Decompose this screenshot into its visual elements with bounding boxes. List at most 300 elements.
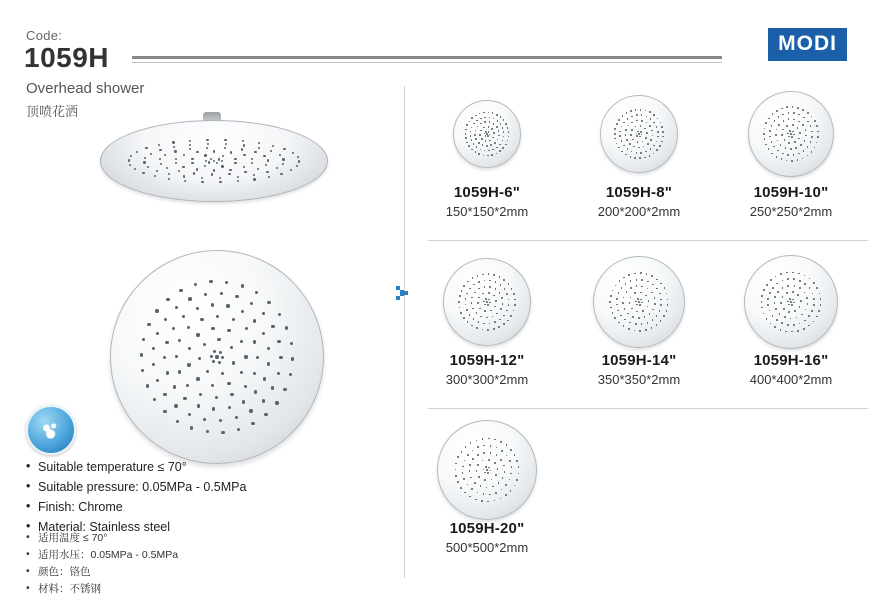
nozzle: [475, 151, 477, 153]
nozzle: [215, 355, 218, 358]
spec-list-en: [26, 458, 376, 538]
nozzle: [207, 143, 209, 145]
variant-size: 250*250*2mm: [749, 204, 833, 219]
nozzle: [267, 301, 270, 304]
nozzle: [469, 314, 471, 316]
nozzle: [652, 135, 654, 137]
nozzle: [204, 165, 206, 167]
nozzle: [230, 346, 233, 349]
nozzle: [485, 298, 487, 300]
nozzle: [208, 161, 210, 163]
nozzle: [640, 292, 642, 294]
nozzle: [243, 144, 245, 146]
nozzle: [243, 154, 245, 156]
nozzle: [285, 326, 288, 329]
nozzle: [221, 431, 224, 434]
nozzle: [503, 131, 505, 133]
nozzle: [283, 148, 285, 150]
nozzle: [638, 147, 640, 149]
nozzle: [771, 125, 773, 127]
nozzle: [787, 324, 789, 326]
nozzle: [464, 492, 466, 494]
header-divider-thick: [132, 56, 722, 59]
nozzle: [629, 322, 631, 324]
nozzle: [788, 136, 790, 138]
nozzle: [488, 126, 490, 128]
nozzle: [240, 371, 243, 374]
nozzle: [129, 164, 131, 166]
nozzle: [617, 310, 619, 312]
nozzle: [494, 500, 496, 502]
nozzle: [487, 329, 489, 331]
nozzle: [505, 484, 507, 486]
nozzle: [656, 324, 658, 326]
nozzle: [649, 111, 651, 113]
nozzle: [618, 292, 620, 294]
nozzle: [492, 316, 494, 318]
nozzle: [494, 439, 496, 441]
column-divider: [404, 86, 405, 578]
nozzle: [227, 382, 230, 385]
nozzle: [796, 317, 798, 319]
nozzle: [656, 288, 658, 290]
nozzle: [495, 474, 497, 476]
nozzle: [481, 500, 483, 502]
nozzle: [807, 155, 809, 157]
nozzle: [790, 318, 792, 320]
nozzle: [813, 321, 815, 323]
nozzle: [506, 293, 508, 295]
nozzle: [510, 449, 512, 451]
nozzle: [811, 310, 813, 312]
nozzle: [780, 302, 782, 304]
nozzle: [479, 113, 481, 115]
nozzle: [500, 123, 502, 125]
nozzle: [648, 300, 650, 302]
nozzle: [489, 140, 491, 142]
nozzle: [150, 153, 152, 155]
nozzle: [187, 326, 190, 329]
nozzle: [218, 158, 220, 160]
nozzle: [618, 147, 620, 149]
nozzle: [659, 293, 661, 295]
nozzle: [478, 142, 480, 144]
nozzle: [182, 166, 184, 168]
nozzle: [487, 472, 489, 474]
nozzle: [797, 159, 799, 161]
nozzle: [251, 422, 254, 425]
nozzle: [271, 386, 274, 389]
nozzle: [484, 117, 486, 119]
nozzle: [234, 162, 236, 164]
variant-size: 400*400*2mm: [749, 372, 833, 387]
nozzle: [627, 313, 629, 315]
nozzle: [204, 293, 207, 296]
nozzle: [782, 287, 784, 289]
nozzle: [495, 281, 497, 283]
nozzle: [263, 377, 266, 380]
nozzle: [493, 328, 495, 330]
nozzle: [225, 281, 228, 284]
nozzle: [776, 129, 778, 131]
nozzle: [488, 467, 490, 469]
nozzle: [143, 161, 145, 163]
nozzle: [235, 416, 238, 419]
nozzle: [188, 297, 191, 300]
nozzle: [498, 482, 500, 484]
nozzle: [253, 174, 255, 176]
product-name-en: Overhead shower: [26, 80, 145, 97]
nozzle: [455, 469, 457, 471]
nozzle: [503, 136, 505, 138]
nozzle: [775, 308, 777, 310]
nozzle: [639, 157, 641, 159]
nozzle: [459, 295, 461, 297]
nozzle: [296, 165, 298, 167]
nozzle: [168, 173, 170, 175]
nozzle: [499, 276, 501, 278]
nozzle: [663, 315, 665, 317]
nozzle: [484, 310, 486, 312]
nozzle: [209, 280, 212, 283]
nozzle: [488, 438, 490, 440]
nozzle: [507, 320, 509, 322]
nozzle: [798, 114, 800, 116]
nozzle: [490, 310, 492, 312]
nozzle: [196, 168, 198, 170]
nozzle: [623, 122, 625, 124]
nozzle: [504, 471, 506, 473]
nozzle: [514, 299, 516, 301]
nozzle: [518, 466, 520, 468]
variant-image: [412, 258, 562, 346]
nozzle: [484, 286, 486, 288]
nozzle: [472, 308, 474, 310]
nozzle: [516, 479, 518, 481]
nozzle: [265, 164, 267, 166]
nozzle: [656, 149, 658, 151]
nozzle: [776, 319, 778, 321]
nozzle: [221, 356, 224, 359]
nozzle: [505, 494, 507, 496]
nozzle: [778, 124, 780, 126]
nozzle: [476, 120, 478, 122]
nozzle: [657, 118, 659, 120]
nozzle: [641, 279, 643, 281]
nozzle: [659, 145, 661, 147]
nozzle: [178, 370, 181, 373]
nozzle: [471, 149, 473, 151]
shower-disc: [453, 100, 521, 168]
nozzle: [196, 151, 198, 153]
nozzle: [790, 301, 792, 303]
nozzle: [457, 456, 459, 458]
nozzle: [172, 327, 175, 330]
nozzle: [466, 293, 468, 295]
nozzle: [513, 293, 515, 295]
nozzle: [768, 118, 770, 120]
nozzle: [799, 323, 801, 325]
nozzle: [503, 315, 505, 317]
nozzle: [651, 130, 653, 132]
nozzle: [213, 350, 216, 353]
nozzle: [640, 152, 642, 154]
nozzle: [213, 160, 215, 162]
nozzle: [245, 327, 248, 330]
nozzle: [480, 149, 482, 151]
nozzle: [610, 307, 612, 309]
nozzle: [254, 390, 257, 393]
header-divider-thin: [132, 62, 722, 63]
nozzle: [629, 302, 631, 304]
nozzle: [782, 153, 784, 155]
nozzle: [244, 355, 247, 358]
nozzle: [811, 131, 813, 133]
nozzle: [254, 151, 256, 153]
nozzle: [500, 459, 502, 461]
nozzle: [468, 145, 470, 147]
nozzle: [810, 125, 812, 127]
nozzle: [636, 304, 638, 306]
nozzle: [619, 135, 621, 137]
nozzle: [465, 129, 467, 131]
nozzle: [807, 112, 809, 114]
nozzle: [478, 153, 480, 155]
nozzle: [232, 361, 235, 364]
nozzle: [645, 137, 647, 139]
nozzle: [156, 332, 159, 335]
nozzle: [463, 285, 465, 287]
nozzle: [637, 298, 639, 300]
nozzle: [797, 107, 799, 109]
nozzle: [156, 170, 158, 172]
nozzle: [156, 379, 159, 382]
nozzle: [653, 153, 655, 155]
nozzle: [767, 298, 769, 300]
nozzle: [764, 138, 766, 140]
nozzle: [201, 177, 203, 179]
nozzle: [771, 153, 773, 155]
nozzle: [241, 310, 244, 313]
nozzle: [798, 273, 800, 275]
nozzle: [782, 280, 784, 282]
spec-item: • Suitable pressure: 0.05MPa - 0.5MPa: [26, 478, 376, 496]
nozzle: [646, 273, 648, 275]
nozzle: [625, 154, 627, 156]
nozzle: [187, 363, 190, 366]
nozzle: [506, 310, 508, 312]
nozzle: [652, 284, 654, 286]
shower-disc: [443, 258, 531, 346]
nozzle: [616, 304, 618, 306]
nozzle: [805, 309, 807, 311]
nozzle: [159, 149, 161, 151]
nozzle: [186, 384, 189, 387]
nozzle: [237, 180, 239, 182]
modi-logo: MODI: [768, 28, 847, 61]
nozzle: [484, 150, 486, 152]
nozzle: [470, 477, 472, 479]
nozzle: [484, 479, 486, 481]
nozzle: [142, 338, 145, 341]
nozzle: [477, 275, 479, 277]
nozzle: [775, 134, 777, 136]
nozzle: [780, 144, 782, 146]
nozzle: [227, 329, 230, 332]
nozzle: [499, 144, 501, 146]
nozzle: [174, 150, 176, 152]
nozzle: [609, 301, 611, 303]
nozzle: [810, 141, 812, 143]
nozzle: [499, 319, 501, 321]
nozzle: [794, 285, 796, 287]
nozzle: [641, 134, 643, 136]
nozzle: [211, 173, 213, 175]
nozzle: [211, 303, 214, 306]
nozzle: [477, 492, 479, 494]
nozzle: [472, 277, 474, 279]
nozzle: [204, 154, 206, 156]
nozzle: [794, 141, 796, 143]
nozzle: [808, 325, 810, 327]
nozzle: [652, 319, 654, 321]
nozzle: [803, 150, 805, 152]
nozzle: [644, 316, 646, 318]
variant-size: 200*200*2mm: [597, 204, 681, 219]
nozzle: [471, 127, 473, 129]
nozzle: [266, 171, 268, 173]
nozzle: [799, 280, 801, 282]
nozzle: [471, 139, 473, 141]
nozzle: [234, 158, 236, 160]
nozzle: [197, 404, 200, 407]
nozzle: [805, 135, 807, 137]
nozzle: [506, 444, 508, 446]
nozzle: [790, 148, 792, 150]
nozzle: [791, 304, 793, 306]
nozzle: [630, 280, 632, 282]
nozzle: [622, 115, 624, 117]
variant-item: [412, 90, 562, 219]
nozzle: [800, 144, 802, 146]
nozzle: [469, 470, 471, 472]
variant-code: 1059H-10": [753, 184, 829, 201]
variant-image: [564, 258, 714, 346]
nozzle: [631, 151, 633, 153]
nozzle: [492, 112, 494, 114]
nozzle: [774, 302, 776, 304]
nozzle: [503, 119, 505, 121]
nozzle: [243, 166, 245, 168]
nozzle: [477, 464, 479, 466]
nozzle: [166, 167, 168, 169]
nozzle: [196, 377, 199, 380]
nozzle: [165, 341, 168, 344]
nozzle: [168, 178, 170, 180]
nozzle: [516, 460, 518, 462]
nozzle: [621, 126, 623, 128]
nozzle: [636, 311, 638, 313]
nozzle: [639, 330, 641, 332]
nozzle: [487, 135, 489, 137]
nozzle: [503, 279, 505, 281]
shower-disc: [748, 91, 834, 177]
nozzle: [480, 485, 482, 487]
nozzle: [471, 117, 473, 119]
nozzle: [463, 478, 465, 480]
nozzle: [184, 180, 186, 182]
nozzle: [660, 122, 662, 124]
nozzle: [465, 137, 467, 139]
nozzle: [203, 343, 206, 346]
nozzle: [640, 299, 642, 301]
nozzle: [765, 122, 767, 124]
nozzle: [251, 158, 253, 160]
nozzle: [761, 301, 763, 303]
nozzle: [490, 470, 492, 472]
nozzle: [455, 475, 457, 477]
nozzle: [499, 292, 501, 294]
nozzle: [634, 292, 636, 294]
nozzle: [802, 124, 804, 126]
nozzle: [142, 172, 144, 174]
nozzle: [262, 312, 265, 315]
nozzle: [799, 132, 801, 134]
nozzle: [175, 306, 178, 309]
nozzle: [772, 287, 774, 289]
nozzle: [614, 317, 616, 319]
nozzle: [464, 460, 466, 462]
nozzle: [483, 323, 485, 325]
nozzle: [486, 145, 488, 147]
nozzle: [494, 142, 496, 144]
nozzle: [253, 372, 256, 375]
nozzle: [792, 124, 794, 126]
nozzle: [809, 287, 811, 289]
code-label: Code:: [26, 28, 63, 43]
nozzle: [276, 167, 278, 169]
nozzle: [785, 331, 787, 333]
nozzle: [219, 351, 222, 354]
nozzle: [496, 313, 498, 315]
nozzle: [772, 315, 774, 317]
nozzle: [480, 316, 482, 318]
nozzle: [297, 156, 299, 158]
nozzle: [495, 492, 497, 494]
nozzle: [494, 306, 496, 308]
nozzle: [769, 130, 771, 132]
nozzle: [489, 323, 491, 325]
nozzle: [178, 339, 181, 342]
nozzle: [487, 155, 489, 157]
nozzle: [173, 146, 175, 148]
nozzle: [268, 176, 270, 178]
nozzle: [505, 144, 507, 146]
variant-size: 150*150*2mm: [445, 204, 529, 219]
nozzle: [661, 126, 663, 128]
nozzle: [232, 318, 235, 321]
nozzle: [480, 130, 482, 132]
nozzle: [816, 125, 818, 127]
nozzle: [508, 283, 510, 285]
nozzle: [804, 140, 806, 142]
nozzle: [662, 131, 664, 133]
nozzle: [618, 119, 620, 121]
nozzle: [228, 173, 230, 175]
nozzle: [768, 148, 770, 150]
nozzle: [473, 284, 475, 286]
nozzle: [777, 291, 779, 293]
